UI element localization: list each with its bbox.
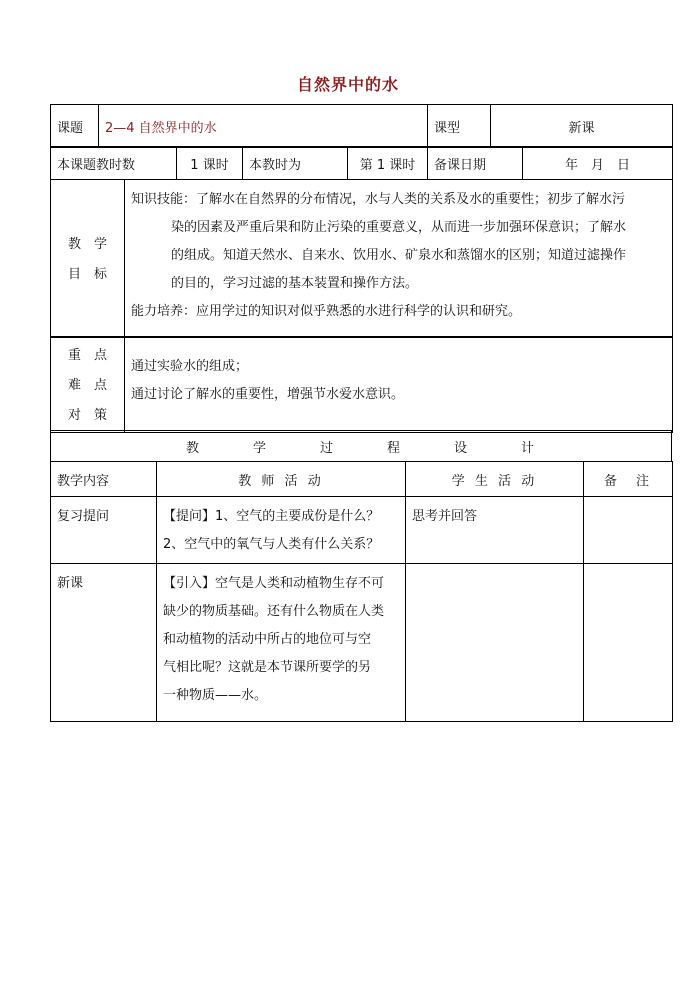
process-heading-char: 程 (387, 440, 403, 456)
key-points-section (50, 336, 673, 433)
teacher-line: 一种物质——水。 (163, 688, 268, 703)
key-points-text (125, 337, 673, 433)
process-heading-char: 过 (319, 440, 335, 456)
date-value: 年 月 日 (523, 147, 673, 180)
column-header-notes: 备 注 (584, 462, 673, 497)
row-student-activity (406, 564, 584, 722)
knowledge-line: 知识技能：了解水在自然界的分布情况，水与人类的关系及水的重要性；初步了解水污 (131, 192, 626, 207)
key-point-item: 通过讨论了解水的重要性，增强节水爱水意识。 (131, 387, 405, 402)
table-row (51, 564, 673, 722)
header-row-topic (50, 104, 673, 148)
session-value: 第 1 课时 (348, 147, 428, 180)
column-header-student: 学 生 活 动 (406, 462, 584, 497)
teacher-line: 【提问】1、空气的主要成份是什么？ (163, 509, 380, 524)
topic-label: 课题 (51, 105, 99, 148)
type-label: 课型 (428, 105, 491, 148)
process-heading-char: 教 (185, 440, 201, 456)
objectives-label-line1: 教 学 (67, 237, 107, 252)
column-header-teacher: 教 师 活 动 (157, 462, 406, 497)
process-heading-char: 计 (521, 440, 537, 456)
objectives-label-line2: 目 标 (67, 267, 107, 282)
row-notes (584, 564, 673, 722)
key-points-label-line: 对 策 (67, 408, 107, 423)
header-row-hours (50, 146, 673, 180)
topic-value: 2—4 自然界中的水 (99, 105, 428, 148)
key-points-label-line: 难 点 (67, 378, 107, 393)
objectives-text (125, 180, 673, 338)
row-content: 新课 (51, 564, 157, 722)
type-value: 新课 (491, 105, 673, 148)
key-points-label-line: 重 点 (67, 348, 107, 363)
teacher-line: 2、空气中的氧气与人类有什么关系？ (163, 537, 380, 552)
process-heading (50, 430, 672, 462)
knowledge-line: 染的因素及严重后果和防止污染的重要意义，从而进一步加强环保意识；了解水 (171, 220, 627, 235)
teacher-line: 和动植物的活动中所占的地位可与空 (163, 632, 372, 647)
teacher-line: 【引入】空气是人类和动植物生存不可 (163, 576, 385, 591)
objectives-section (50, 179, 673, 338)
objectives-label (51, 180, 125, 338)
row-notes (584, 497, 673, 564)
key-points-label (51, 337, 125, 433)
teacher-line: 缺少的物质基础。还有什么物质在人类 (163, 604, 385, 619)
row-student-activity: 思考并回答 (406, 497, 584, 564)
process-heading-char: 设 (454, 440, 470, 456)
knowledge-line: 的目的，学习过滤的基本装置和操作方法。 (171, 276, 419, 291)
teacher-line: 气相比呢？这就是本节课所要学的另 (163, 660, 372, 675)
key-point-item: 通过实验水的组成； (131, 359, 249, 374)
ability-line: 能力培养：应用学过的知识对似乎熟悉的水进行科学的认识和研究。 (131, 304, 522, 319)
session-label: 本教时为 (243, 147, 348, 180)
date-label: 备课日期 (428, 147, 523, 180)
row-content: 复习提问 (51, 497, 157, 564)
hours-label: 本课题教时数 (51, 147, 177, 180)
row-teacher-activity (157, 564, 406, 722)
process-heading-char: 学 (252, 440, 268, 456)
column-header-content: 教学内容 (51, 462, 157, 497)
table-row (51, 497, 673, 564)
knowledge-line: 的组成。知道天然水、自来水、饮用水、矿泉水和蒸馏水的区别；知道过滤操作 (171, 248, 627, 263)
document-title: 自然界中的水 (296, 75, 399, 94)
row-teacher-activity (157, 497, 406, 564)
process-table (50, 461, 673, 722)
hours-value: 1 课时 (177, 147, 243, 180)
